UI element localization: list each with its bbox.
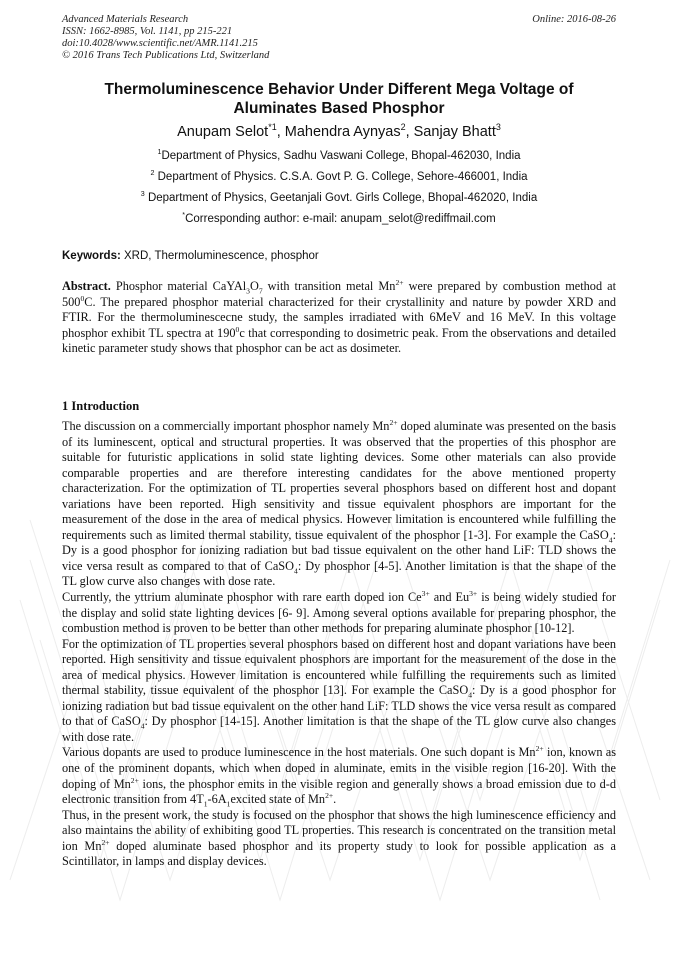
- introduction-body: [62, 419, 616, 870]
- author-separator: ,: [405, 124, 410, 140]
- subscript: 1: [226, 799, 231, 809]
- text-run: For the optimization of TL properties several phosphors based on different host and dopant variations have been reported. High sensitivity and tissue equivalent phosphors are important for the measurement of the dose in the area of medical physics. However limitation is encountered while fulfilling the requirements such as limited thermal stability, tissue equivalent of the phosphor [13]. For example the CaSO: [62, 636, 616, 698]
- superscript: 0: [80, 293, 85, 303]
- paragraph: [62, 745, 616, 807]
- paper-title: Thermoluminescence Behavior Under Different Mega Voltage of Aluminates Based Phosphor: [104, 81, 574, 117]
- text-run: and Eu: [429, 590, 470, 605]
- section-heading: 1 Introduction: [62, 399, 140, 413]
- affiliation-marker: 2: [150, 169, 155, 178]
- paragraph: [62, 590, 616, 637]
- paragraph: [62, 637, 616, 746]
- text-run: ions, the phosphor emits in the visible region and generally shows a broad emission due to d-d electronic transition from 4T: [62, 776, 616, 807]
- text-run: The discussion on a commercially important phosphor namely Mn: [62, 419, 390, 433]
- abstract-text: C. The prepared phosphor material characterized for their crystallinity and nature by powder XRD and FTIR. For the thermoluminescecne study, the samples irradiated with 6MeV and 16 MeV. In this voltage phosphor exhibit TL spectra at 190: [62, 294, 616, 340]
- author-name: Sanjay Bhatt: [413, 124, 496, 140]
- superscript: 3+: [421, 588, 430, 598]
- subscript: 4: [608, 535, 613, 545]
- abstract: [62, 279, 616, 357]
- author-marker: *1: [268, 122, 277, 133]
- subscript: 1: [203, 799, 208, 809]
- journal-name: Advanced Materials Research: [62, 14, 189, 25]
- superscript: 3+: [469, 588, 478, 598]
- corresponding-author: [62, 213, 616, 225]
- journal-info: [62, 14, 269, 62]
- affiliation-text: Department of Physics, Geetanjali Govt. Girls College, Bhopal-462020, India: [147, 192, 538, 204]
- text-run: Various dopants are used to produce luminescence in the host materials. One such dopant is Mn: [62, 745, 536, 760]
- author-marker: 2: [400, 122, 406, 133]
- affiliation: [62, 150, 616, 162]
- text-run: doped aluminate based phosphor and its property study to look for possible application as a Scintillator, in lamps and display devices.: [62, 838, 616, 869]
- superscript: 0: [235, 324, 240, 334]
- affiliation-text: Department of Physics. C.S.A. Govt P. G. College, Sehore-466001, India: [157, 171, 528, 183]
- subscript: 3: [246, 286, 250, 296]
- author-name: Anupam Selot: [177, 124, 269, 140]
- superscript: 2+: [130, 775, 139, 785]
- abstract-text: c that corresponding to dosimetric peak. From the observations and detailed kinetic parameter study shows that phosphor can be act as dosimeter.: [62, 325, 616, 356]
- text-run: .: [333, 792, 337, 807]
- abstract-text: with transition metal Mn: [262, 279, 396, 293]
- subscript: 4: [140, 721, 145, 731]
- author-marker: 3: [495, 122, 501, 133]
- author-list: [62, 124, 616, 140]
- text-run: : Dy phosphor [4-5]. Another limitation is that the shape of the TL glow curve also changes with dose rate.: [62, 558, 616, 589]
- superscript: 2+: [325, 791, 334, 801]
- text-run: : Dy is a good phosphor for ionizing radiation but bad tissue equivalent on the other hand LiF: TLD shows the vice versa result as compared to that of CaSO: [62, 527, 616, 573]
- keywords: [62, 250, 616, 262]
- keywords-text: XRD, Thermoluminescence, phosphor: [124, 250, 319, 262]
- superscript: 2+: [101, 837, 110, 847]
- text-run: : Dy is a good phosphor for ionizing radiation but bad tissue equivalent on the other hand LiF: TLD shows the vice versa result as compared to that of CaSO: [62, 683, 616, 729]
- corresponding-marker: *: [182, 211, 186, 220]
- paragraph: [62, 419, 616, 590]
- author-separator: ,: [276, 124, 281, 140]
- subscript: 4: [294, 566, 298, 576]
- subscript: 4: [468, 690, 473, 700]
- affiliation-text: Department of Physics, Sadhu Vaswani College, Bhopal-462030, India: [161, 150, 521, 162]
- abstract-text: were prepared by combustion method at 500: [62, 279, 616, 309]
- abstract-text: O: [249, 279, 259, 293]
- affiliation-marker: 3: [140, 190, 145, 199]
- journal-doi: doi:10.4028/www.scientific.net/AMR.1141.215: [62, 38, 258, 49]
- paragraph: [62, 808, 616, 870]
- author-name: Mahendra Aynyas: [284, 124, 401, 140]
- affiliation-marker: 1: [157, 148, 162, 157]
- text-run: is being widely studied for the display and solid state lighting devices [6- 9]. Among several options available for preparing phosphor, the combustion method is proven to be better than other methods for preparing aluminate phosphor [10-12].: [62, 590, 616, 636]
- affiliation: [62, 171, 616, 183]
- journal-issn: ISSN: 1662-8985, Vol. 1141, pp 215-221: [62, 26, 233, 37]
- corresponding-email: Corresponding author: e-mail: anupam_selot@rediffmail.com: [185, 213, 496, 225]
- abstract-text: Phosphor material CaYAl: [115, 279, 247, 293]
- abstract-label: Abstract.: [62, 279, 111, 293]
- affiliation: [62, 192, 616, 204]
- subscript: 7: [258, 286, 263, 296]
- superscript: 2+: [395, 277, 404, 287]
- text-run: Currently, the yttrium aluminate phosphor with rare earth doped ion Ce: [62, 590, 422, 605]
- keywords-label: Keywords:: [62, 250, 121, 262]
- online-date: Online: 2016-08-26: [532, 14, 616, 25]
- text-run: ion, known as one of the prominent dopants, which when doped in aluminate, emits in the visible region [16-20]. With the doping of Mn: [62, 745, 616, 791]
- superscript: 2+: [389, 417, 398, 427]
- text-run: doped aluminate was presented on the basis of its luminescent, optical and structural properties. It was observed that the properties of this phosphor are suitable for futuristic applications in solid state lighting devices. Some other materials can also provide comparable properties and are therefore interesting candidates for the above mentioned property characterization. For the optimization of TL properties several phosphors based on different host and dopant variations have been reported. High sensitivity and tissue equivalent phosphors are important for the measurement of the dose in the area of medical physics. However limitation is encountered while fulfilling the requirements such as limited thermal stability, tissue equivalent of the phosphor [1-3]. For example the CaSO: [62, 419, 616, 542]
- journal-copyright: © 2016 Trans Tech Publications Ltd, Switzerland: [62, 50, 270, 61]
- text-run: Thus, in the present work, the study is focused on the phosphor that shows the high luminescence efficiency and also maintains the ability of exhibiting good TL properties. This research is concentrated on the transition metal ion Mn: [62, 807, 616, 853]
- text-run: excited state of Mn: [230, 792, 326, 807]
- superscript: 2+: [535, 744, 544, 754]
- text-run: -6A: [207, 792, 227, 807]
- text-run: : Dy phosphor [14-15]. Another limitation is that the shape of the TL glow curve also changes with dose rate.: [62, 714, 616, 744]
